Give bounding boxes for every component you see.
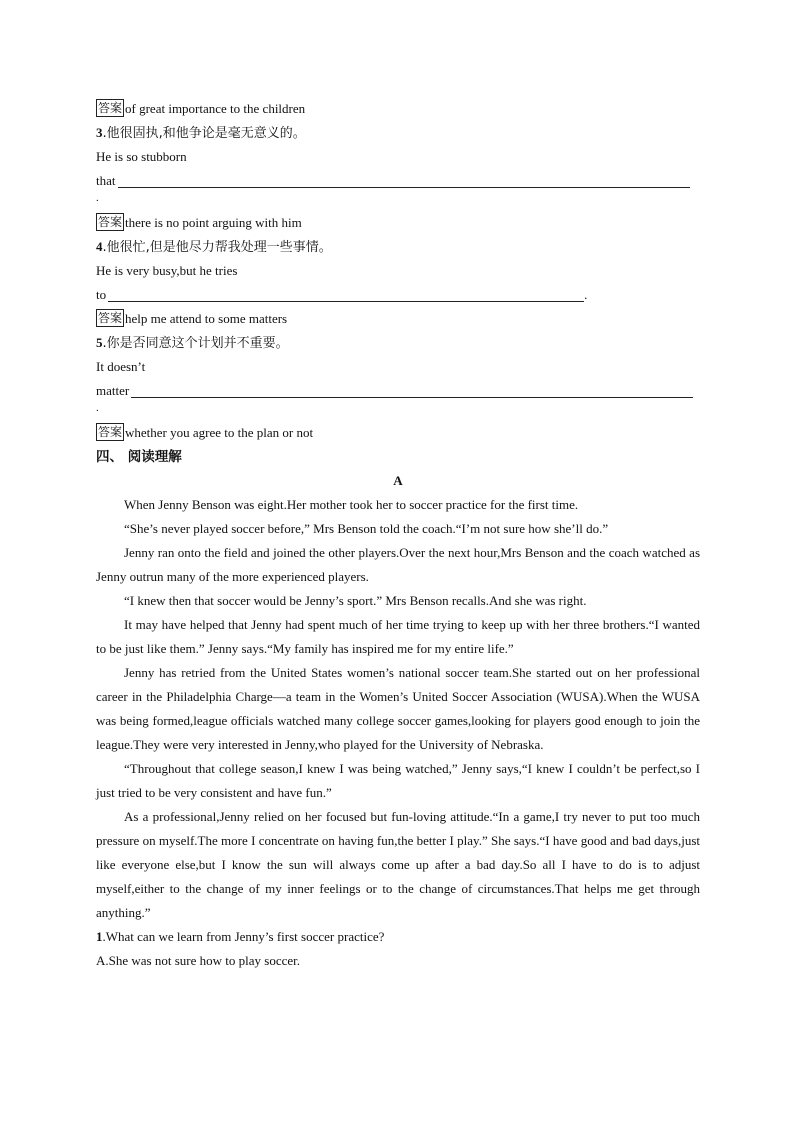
answer-text: whether you agree to the plan or not [125,425,314,440]
passage-paragraph: As a professional,Jenny relied on her focused but fun-loving attitude.“In a game,I try never to put too much pressure on myself.The more I concentrate on having fun,the better I play.” She says.“I have good and bad days,just like everyone else,but I know the sun will always come up after a bad day.So all I have to do is to adjust myself,either to the change of my inner feelings or to the change of circumstances.That helps me get through anything.” [96,809,700,920]
question-5-blank-line: matter [96,379,700,403]
passage-paragraph: Jenny ran onto the field and joined the other players.Over the next hour,Mrs Benson and the coach watched as Jenny outrun many of the more experienced players. [96,545,700,584]
question-5-chinese: 5.你是否同意这个计划并不重要。 [96,335,289,351]
question-3-blank-line: that [96,169,700,193]
answer-line-5 [96,421,700,445]
passage-paragraph: It may have helped that Jenny had spent much of her time trying to keep up with her three brothers.“I wanted to be just like them.” Jenny says.“My family has inspired me for my entire life.” [96,617,700,656]
section-title: 四、 阅读理解 [96,449,182,465]
question-1-option-a[interactable]: A.She was not sure how to play soccer. [96,953,300,968]
passage-paragraph: “I knew then that soccer would be Jenny’s sport.” Mrs Benson recalls.And she was right. [124,593,587,608]
question-4-blank-line: to . [96,283,700,307]
answer-line-3 [96,211,700,235]
passage-paragraph: “Throughout that college season,I knew I was being watched,” Jenny says,“I knew I couldn’t be perfect,so I just tried to be very consistent and have fun.” [96,761,700,800]
passage-label: A [393,473,403,488]
reading-question-1: 1.What can we learn from Jenny’s first soccer practice? [96,929,385,944]
content-area [96,97,700,973]
answer-tag: 答案 [98,425,123,439]
answer-blank[interactable] [118,170,690,188]
question-3-prompt: He is so stubborn [96,149,187,164]
answer-text: there is no point arguing with him [125,215,302,230]
line-end-period: . [96,192,99,204]
answer-tag: 答案 [98,311,123,325]
question-3-chinese: 3.他很固执,和他争论是毫无意义的。 [96,125,306,141]
line-end-period: . [96,402,99,414]
answer-tag: 答案 [98,215,123,229]
answer-blank[interactable] [131,380,693,398]
answer-text: help me attend to some matters [125,311,288,326]
answer-line-4 [96,307,700,331]
passage-paragraph: “She’s never played soccer before,” Mrs Benson told the coach.“I’m not sure how she’ll do.” [124,521,609,536]
answer-text: of great importance to the children [125,101,306,116]
answer-tag: 答案 [98,101,123,115]
answer-line-2 [96,97,700,121]
answer-blank[interactable] [108,284,584,302]
passage-paragraph: Jenny has retried from the United States women’s national soccer team.She started out on her professional career in the Philadelphia Charge—a team in the Women’s United Soccer Association (WUSA).When the WUSA was being formed,league officials watched many college soccer games,looking for players good enough to join the league.They were very interested in Jenny,who played for the University of Nebraska. [96,665,700,752]
question-4-prompt: He is very busy,but he tries [96,263,238,278]
question-4-chinese: 4.他很忙,但是他尽力帮我处理一些事情。 [96,239,332,255]
question-5-prompt: It doesn’t [96,359,146,374]
passage-paragraph: When Jenny Benson was eight.Her mother took her to soccer practice for the first time. [124,497,579,512]
